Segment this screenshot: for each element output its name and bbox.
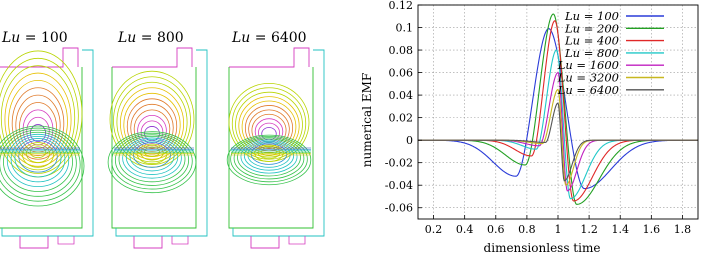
x-tick-label: 1.6 [642, 223, 661, 236]
legend-entry-label: Lu = 3200 [557, 70, 619, 85]
series-line [418, 21, 698, 201]
vessel-outlet [20, 236, 48, 248]
panel-label-value: = 800 [136, 30, 184, 46]
x-tick-label: 1 [554, 223, 562, 236]
vessel-outlet-right [289, 236, 305, 244]
x-tick-label: 0.8 [518, 223, 536, 236]
contour-line-lower [112, 133, 193, 189]
series-line [418, 103, 698, 181]
series-line [418, 29, 698, 189]
chart-legend [557, 9, 664, 97]
panel-label-variable: Lu [232, 30, 251, 46]
panel-label-value: = 6400 [250, 30, 307, 46]
plot-frame [418, 5, 698, 219]
chart-axes [418, 5, 698, 219]
contour-panel-lu-800 [108, 48, 207, 248]
series-line [418, 14, 698, 204]
y-tick-label: 0.08 [388, 44, 413, 58]
y-tick-label: -0.02 [384, 156, 413, 170]
contour-line-upper [0, 58, 78, 173]
vessel-outline-outer [233, 50, 324, 236]
chart-grid [418, 5, 698, 219]
vessel-outlet [134, 236, 162, 248]
x-tick-label: 1.8 [673, 223, 692, 236]
vessel-outlet-right [172, 236, 188, 244]
legend-entry-label: Lu = 6400 [557, 82, 619, 97]
x-tick-label: 0.6 [487, 223, 505, 236]
vessel-outline-top [229, 48, 309, 67]
y-tick-label: -0.04 [384, 179, 413, 193]
vessel-outline-top [112, 48, 192, 67]
x-tick-label: 0.2 [424, 223, 443, 236]
y-axis-label: numerical EMF [360, 72, 374, 168]
x-tick-label: 1.2 [580, 223, 598, 236]
contour-panel-label-lu-100 [2, 30, 68, 46]
y-tick-label: 0.1 [395, 21, 413, 35]
panel-label-variable: Lu [118, 30, 137, 46]
chart-series-lines [418, 14, 698, 204]
contour-panel-lu-6400 [227, 48, 324, 248]
contour-line-upper [9, 80, 68, 162]
y-tick-label: 0 [406, 134, 413, 148]
series-line [418, 89, 698, 185]
contour-panel-label-lu-800 [118, 30, 184, 46]
legend-entry-label: Lu = 400 [565, 33, 619, 48]
y-tick-label: 0.04 [388, 89, 413, 103]
contour-line-upper [0, 51, 82, 177]
vessel-outlet [251, 236, 279, 248]
contour-line-upper [110, 71, 194, 167]
legend-entry-label: Lu = 200 [565, 21, 619, 36]
legend-entry-label: Lu = 100 [565, 9, 619, 23]
x-tick-label: 0.4 [455, 223, 474, 236]
panel-label-variable: Lu [2, 30, 21, 46]
y-tick-label: 0.12 [388, 0, 413, 12]
x-tick-label: 1.4 [611, 223, 629, 236]
legend-entry-label: Lu = 1600 [557, 58, 619, 73]
y-tick-label: 0.06 [388, 66, 413, 80]
legend-entry-label: Lu = 800 [565, 45, 619, 60]
series-line [418, 70, 698, 191]
vessel-outlet-right [58, 236, 74, 244]
y-tick-label: 0.02 [388, 111, 413, 125]
panel-label-value: = 100 [20, 30, 68, 46]
x-axis-label: dimensionless time [483, 241, 601, 255]
series-line [418, 50, 698, 199]
y-tick-label: -0.06 [384, 201, 413, 215]
contour-panel-lu-100 [0, 48, 93, 248]
contour-panel-label-lu-6400 [232, 30, 307, 46]
chart-tick-labels [385, 0, 691, 236]
